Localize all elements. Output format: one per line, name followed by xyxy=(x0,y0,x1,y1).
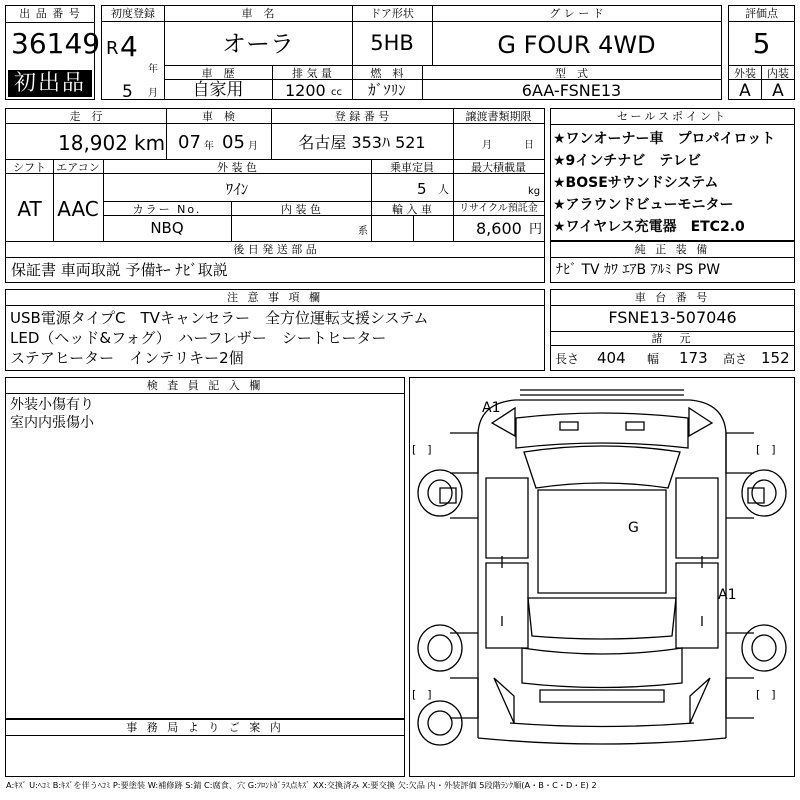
height-label: 高さ xyxy=(723,352,748,366)
model-code: 6AA-FSNE13 xyxy=(521,81,622,100)
mileage-unit: km xyxy=(134,131,166,155)
exterior-color-label: 外 装 色 xyxy=(217,161,257,174)
grade: G FOUR 4WD xyxy=(497,31,656,59)
capacity: 5 xyxy=(417,180,427,198)
notes-label: 注 意 事 項 欄 xyxy=(6,290,544,306)
inspection-month: 05 xyxy=(222,132,245,153)
model-label: 型 式 xyxy=(555,67,588,80)
sales-point: ★アラウンドビューモニター xyxy=(553,197,734,213)
era: R xyxy=(106,38,119,59)
equipment-label: 純 正 装 備 xyxy=(551,242,794,258)
office-label: 事 務 局 よ り ご 案 内 xyxy=(6,720,404,736)
bracket-mark: [ ] xyxy=(412,688,432,701)
later-parts: 保証書 車両取説 予備ｷｰ ﾅﾋﾞ取説 xyxy=(11,261,228,279)
reg-number: 名古屋 353ﾊ 521 xyxy=(298,133,426,152)
bracket-mark: [ ] xyxy=(412,443,432,456)
fuel-label: 燃 料 xyxy=(370,67,404,80)
notes-line: USB電源タイプC TVキャンセラー 全方位運転支援システム xyxy=(10,309,429,327)
shift-label: シフト xyxy=(13,161,46,174)
bracket-mark: [ ] xyxy=(756,443,776,456)
mileage: 18,902 xyxy=(58,131,128,155)
ac: AAC xyxy=(57,197,99,221)
max-load-unit: kg xyxy=(528,186,541,197)
shift: AT xyxy=(17,197,42,221)
notes-line: ステアヒーター インテリキー2個 xyxy=(10,349,244,367)
dimensions-label: 諸 元 xyxy=(551,332,794,346)
recycle-amount: 8,600 xyxy=(476,219,522,238)
length: 404 xyxy=(597,349,626,367)
inspection-label: 車 検 xyxy=(202,110,235,123)
vehicle-info-box xyxy=(101,5,722,100)
exterior-score-label: 外装 xyxy=(734,67,756,80)
equipment: ﾅﾋﾞ TV ｶﾜ ｴｱB ｱﾙﾐ PS PW xyxy=(556,262,721,278)
office-box xyxy=(5,719,405,777)
details-box xyxy=(5,108,545,283)
door-label: ドア形状 xyxy=(370,7,414,20)
lot-number: 36149 xyxy=(11,27,101,60)
transfer-deadline-label: 譲渡書類期限 xyxy=(465,110,532,123)
score-label: 評価点 xyxy=(745,7,778,20)
displacement-unit: cc xyxy=(331,87,342,98)
notes-box xyxy=(5,289,545,371)
reg-month: 5 xyxy=(122,82,133,102)
recycle-unit: 円 xyxy=(529,222,543,237)
inspector-box xyxy=(5,377,405,719)
import-label: 輸 入 車 xyxy=(392,203,432,216)
ac-label: エアコン xyxy=(56,161,100,174)
year-unit: 年 xyxy=(148,64,158,75)
interior-score-label: 内装 xyxy=(767,67,789,80)
reg-year: 4 xyxy=(120,30,138,63)
later-parts-label: 後 日 発 送 部 品 xyxy=(233,243,317,256)
car-name: オーラ xyxy=(222,30,294,58)
grade-label: グ レ ー ド xyxy=(549,7,604,20)
chassis-label: 車 台 番 号 xyxy=(551,290,794,306)
bracket-mark: [ ] xyxy=(756,688,776,701)
chassis-box xyxy=(550,289,795,371)
sales-points-box xyxy=(550,108,795,241)
height: 152 xyxy=(761,349,790,367)
sales-point: ★BOSEサウンドシステム xyxy=(553,175,719,191)
sales-point: ★9インチナビ テレビ xyxy=(553,153,702,169)
transfer-month-unit: 月 xyxy=(482,140,492,151)
lot-number-box xyxy=(5,5,101,100)
reg-number-label: 登 録 番 号 xyxy=(334,110,390,123)
max-load-label: 最大積載量 xyxy=(471,161,526,174)
interior-color-label: 内 装 色 xyxy=(281,203,321,216)
inspector-label: 検 査 員 記 入 欄 xyxy=(6,378,404,394)
damage-mark: A1 xyxy=(482,400,501,416)
capacity-label: 乗車定員 xyxy=(390,161,434,174)
history: 自家用 xyxy=(192,80,244,100)
exterior-score: A xyxy=(739,81,751,101)
car-diagram-drawing xyxy=(410,378,794,776)
recycle-label: リサイクル預託金 xyxy=(459,203,538,214)
door-type: 5HB xyxy=(370,31,414,55)
width: 173 xyxy=(679,349,708,367)
first-listing-text: 初出品 xyxy=(14,71,87,96)
equipment-box xyxy=(550,241,795,283)
score-box xyxy=(728,5,795,100)
inspection-year-unit: 年 xyxy=(204,141,214,152)
interior-color-unit: 系 xyxy=(358,226,368,237)
mileage-label: 走 行 xyxy=(69,110,103,123)
inspection-year: 07 xyxy=(178,132,201,153)
inspector-line: 外装小傷有り xyxy=(10,397,94,413)
chassis-number: FSNE13-507046 xyxy=(608,308,737,327)
notes-line: LED（ヘッド&フォグ） ハーフレザー シートヒーター xyxy=(10,329,387,347)
car-name-label: 車 名 xyxy=(241,7,275,20)
sales-point: ★ワンオーナー車 プロパイロット xyxy=(553,131,776,147)
color-number: NBQ xyxy=(150,219,184,237)
capacity-unit: 人 xyxy=(438,183,449,196)
displacement: 1200 xyxy=(285,81,326,100)
width-label: 幅 xyxy=(647,352,660,366)
interior-score: A xyxy=(772,81,784,101)
damage-mark: A1 xyxy=(718,587,737,603)
lot-number-label: 出 品 番 号 xyxy=(6,6,94,23)
damage-mark: G xyxy=(628,520,639,536)
sales-point: ★ワイヤレス充電器 ETC2.0 xyxy=(553,219,745,235)
month-unit: 月 xyxy=(148,88,158,99)
inspector-line: 室内内張傷小 xyxy=(10,415,94,431)
displacement-label: 排 気 量 xyxy=(292,67,332,80)
inspection-month-unit: 月 xyxy=(248,141,258,152)
length-label: 長さ xyxy=(555,352,580,366)
history-label: 車 歴 xyxy=(201,67,235,80)
exterior-color: ﾜｲﾝ xyxy=(225,180,249,198)
fuel: ｶﾞｿﾘﾝ xyxy=(368,81,406,99)
overall-score: 5 xyxy=(752,27,771,60)
car-diagram xyxy=(409,377,795,777)
legend: A:ｷｽﾞ U:ﾍｺﾐ B:ｷｽﾞを伴うﾍｺﾐ P:要塗装 W:補修跡 S:錆 C:腐食、穴 G:ﾌﾛﾝﾄｶﾞﾗｽ点ｷｽﾞ XX:交換済み X:要交換 欠:欠品 内・外装評価 5段階ﾗﾝｸ順(A・B・C・D・E) 2 xyxy=(6,780,597,790)
sales-points-label: セールスポイント xyxy=(551,109,794,125)
first-registration-label: 初度登録 xyxy=(111,7,155,20)
transfer-day-unit: 日 xyxy=(524,140,534,151)
color-number-label: カラー No. xyxy=(132,203,202,216)
